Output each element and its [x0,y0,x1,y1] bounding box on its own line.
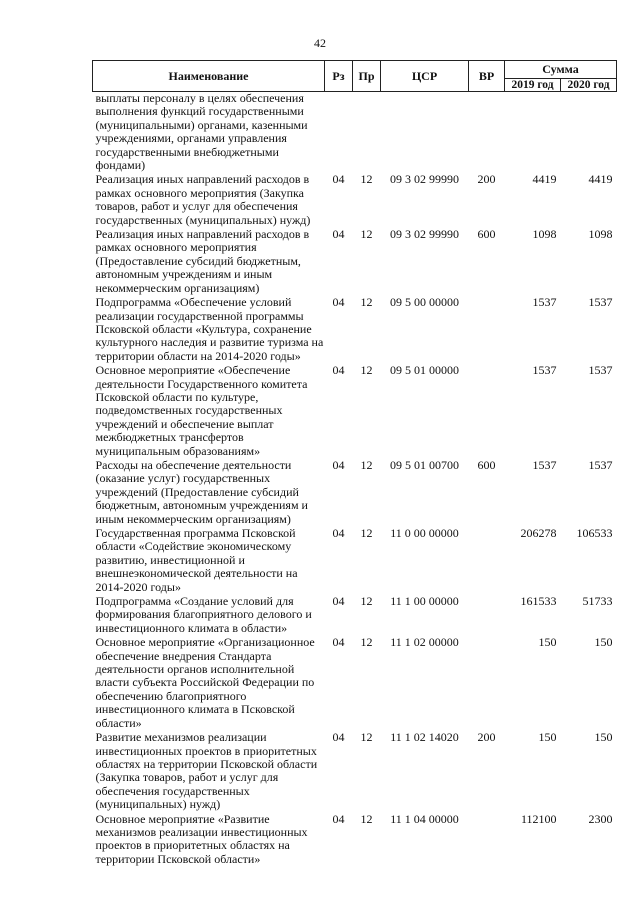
budget-table-container [92,60,616,867]
row-csr-cell: 11 1 04 00000 [390,811,459,826]
row-name-line: Основное мероприятие «Организационное [95,635,315,650]
row-name-line: обеспечение внедрения Стандарта [95,648,272,663]
row-sum-2020-cell: 1537 [588,457,613,472]
row-rz-cell: 04 [332,594,345,609]
row-name-line: (муниципальными) органами, казенными [95,117,308,132]
row-name-line: инвестиционного климата в области» [95,620,288,635]
row-csr-cell: 09 3 02 99990 [390,227,459,242]
row-vr-cell: 200 [477,172,496,187]
row-name-line: инвестиционных проектов в приоритетных [95,743,317,758]
row-pr-cell: 12 [360,594,373,609]
row-name-line: деятельности Государственного комитета [95,376,308,391]
row-sum-2019-cell [505,92,561,174]
row-vr-cell [469,92,505,174]
row-csr-cell: 09 3 02 99990 [390,172,459,187]
row-name-line: фондами) [95,158,146,173]
row-name-line: межбюджетных трансфертов [95,430,244,445]
row-name-line: выплаты персоналу в целях обеспечения [95,91,304,105]
row-name-line: области» [95,715,142,730]
row-name-line: формирования благоприятного делового и [95,607,312,622]
row-pr-cell: 12 [360,526,373,540]
row-name-line: власти субъекта Российской Федерации по [95,675,315,690]
row-name-line: иным некоммерческим организациям) [95,511,291,526]
row-pr-cell: 12 [360,295,373,310]
row-rz-cell [325,92,353,174]
row-vr-cell: 200 [477,730,496,745]
row-name-line: Реализация иных направлений расходов в [95,227,310,242]
row-name-line: Реализация иных направлений расходов в [95,172,310,187]
table-row [93,459,617,527]
row-sum-2019-cell: 150 [538,635,557,650]
row-vr-cell: 600 [477,227,496,242]
row-name-line: инвестиционного климата в Псковской [95,702,295,717]
header-sum: Сумма [505,61,617,79]
row-name-line: Подпрограмма «Создание условий для [95,594,294,609]
row-sum-2020-cell: 150 [594,730,613,745]
row-name-cell [93,813,325,868]
budget-table [92,60,617,867]
row-name-line: обеспечения государственных [95,783,250,798]
row-vr-cell [469,595,505,636]
row-name-cell [93,595,325,636]
row-sum-2019-cell: 1537 [532,363,557,378]
row-csr-cell: 11 0 00 00000 [390,526,459,540]
row-name-line: Псковской области «Культура, сохранение [95,321,312,336]
row-name-cell [93,92,325,174]
table-body [93,92,617,868]
row-pr-cell: 12 [360,457,373,472]
row-name-line: государственными внебюджетными [95,144,279,159]
row-pr-cell: 12 [360,227,373,242]
row-name-line: учреждениями, органами управления [95,131,287,146]
table-row [93,813,617,868]
header-year-2020: 2020 год [561,79,617,92]
row-rz-cell: 04 [332,227,345,242]
row-name-line: Подпрограмма «Обеспечение условий [95,295,292,310]
row-name-line: рамках основного мероприятия (Закупка [95,185,305,200]
row-name-line: муниципальным образованиям» [95,443,261,458]
row-pr-cell: 12 [360,363,373,378]
row-name-cell [93,459,325,527]
row-csr-cell: 11 1 02 00000 [390,635,459,650]
row-name-line: деятельности органов исполнительной [95,662,295,677]
row-vr-cell [469,296,505,364]
row-name-line: реализации государственной программы [95,308,304,323]
row-name-cell [93,173,325,228]
row-sum-2019-cell: 1098 [532,227,557,242]
row-name-line: некоммерческим организациям) [95,280,260,295]
row-sum-2019-cell: 4419 [532,172,557,187]
row-rz-cell: 04 [332,172,345,187]
row-name-cell [93,527,325,595]
row-name-line: (оказание услуг) государственных [95,471,271,486]
row-name-line: культурного наследия и развитие туризма на [95,335,324,350]
row-sum-2020-cell: 51733 [582,594,613,609]
row-name-line: учреждений (Предоставление субсидий [95,484,299,499]
table-header [93,61,617,92]
row-rz-cell: 04 [332,730,345,745]
row-pr-cell: 12 [360,172,373,187]
row-sum-2019-cell: 1537 [532,295,557,310]
row-sum-2020-cell: 1098 [588,227,613,242]
row-pr-cell: 12 [360,811,373,826]
row-name-line: (Предоставление субсидий бюджетным, [95,253,301,268]
row-name-line: государственных (муниципальных) нужд) [95,212,311,227]
row-sum-2019-cell: 150 [538,730,557,745]
row-rz-cell: 04 [332,635,345,650]
header-pr: Пр [353,61,381,92]
row-csr-cell: 09 5 01 00700 [390,457,459,472]
row-name-line: (Закупка товаров, работ и услуг для [95,770,279,785]
row-name-line: Основное мероприятие «Развитие [95,811,270,826]
row-name-line: Расходы на обеспечение деятельности [95,457,292,472]
header-csr: ЦСР [381,61,469,92]
row-name-line: внешнеэкономической деятельности на [95,566,298,581]
row-name-line: области «Содействие экономическому [95,539,292,554]
row-name-line: обеспечению благоприятного [95,688,247,703]
row-name-cell [93,636,325,731]
row-name-line: бюджетным, автономным учреждениям и [95,498,308,513]
row-name-line: рамках основного мероприятия [95,240,257,255]
row-name-line: областях на территории Псковской области [95,756,318,771]
row-sum-2019-cell: 1537 [532,457,557,472]
row-name-cell [93,228,325,296]
row-csr-cell: 09 5 00 00000 [390,295,459,310]
row-vr-cell [469,636,505,731]
row-sum-2020-cell [561,92,617,174]
row-pr-cell: 12 [360,730,373,745]
row-name-line: выполнения функций государственными [95,104,304,119]
row-name-cell [93,731,325,812]
row-name-line: 2014-2020 годы» [95,579,181,594]
row-name-cell [93,296,325,364]
header-year-2019: 2019 год [505,79,561,92]
table-row [93,595,617,636]
row-sum-2019-cell: 206278 [520,526,557,540]
table-row [93,364,617,459]
row-rz-cell: 04 [332,526,345,540]
row-name-line: территории области на 2014-2020 годы» [95,348,301,363]
row-csr-cell: 11 1 00 00000 [390,594,459,609]
row-sum-2020-cell: 1537 [588,363,613,378]
row-sum-2020-cell: 150 [594,635,613,650]
row-name-line: подведомственных государственных [95,403,283,418]
table-row [93,173,617,228]
table-row [93,92,617,174]
row-sum-2019-cell: 161533 [520,594,557,609]
row-sum-2020-cell: 106533 [576,526,613,540]
header-name: Наименование [93,61,325,92]
table-row [93,731,617,812]
row-sum-2020-cell: 2300 [588,811,613,826]
row-pr-cell [353,92,381,174]
row-name-cell [93,364,325,459]
table-row [93,228,617,296]
row-name-line: (муниципальных) нужд) [95,797,221,812]
row-rz-cell: 04 [332,295,345,310]
header-rz: Рз [325,61,353,92]
row-name-line: Основное мероприятие «Обеспечение [95,363,291,378]
row-sum-2019-cell: 112100 [520,811,557,826]
table-row [93,636,617,731]
row-name-line: Государственная программа Псковской [95,526,296,540]
row-csr-cell: 09 5 01 00000 [390,363,459,378]
row-name-line: механизмов реализации инвестиционных [95,824,308,839]
row-vr-cell [469,813,505,868]
row-name-line: учреждений и обеспечение выплат [95,416,274,431]
row-rz-cell: 04 [332,457,345,472]
row-sum-2020-cell: 1537 [588,295,613,310]
table-row [93,296,617,364]
row-vr-cell [469,364,505,459]
row-pr-cell: 12 [360,635,373,650]
row-sum-2020-cell: 4419 [588,172,613,187]
table-row [93,527,617,595]
row-name-line: развитию, инвестиционной и [95,552,245,567]
row-name-line: территории Псковской области» [95,851,261,866]
row-name-line: Развитие механизмов реализации [95,730,267,745]
row-vr-cell [469,527,505,595]
page-number: 42 [314,36,326,50]
row-name-line: Псковской области по культуре, [95,389,259,404]
row-name-line: автономным учреждениям и иным [95,267,273,282]
row-csr-cell: 11 1 02 14020 [390,730,459,745]
row-rz-cell: 04 [332,363,345,378]
row-name-line: товаров, работ и услуг для обеспечения [95,199,298,214]
header-vr: ВР [469,61,505,92]
row-rz-cell: 04 [332,811,345,826]
row-vr-cell: 600 [477,457,496,472]
row-csr-cell [381,92,469,174]
row-name-line: проектов в приоритетных областях на [95,838,290,853]
